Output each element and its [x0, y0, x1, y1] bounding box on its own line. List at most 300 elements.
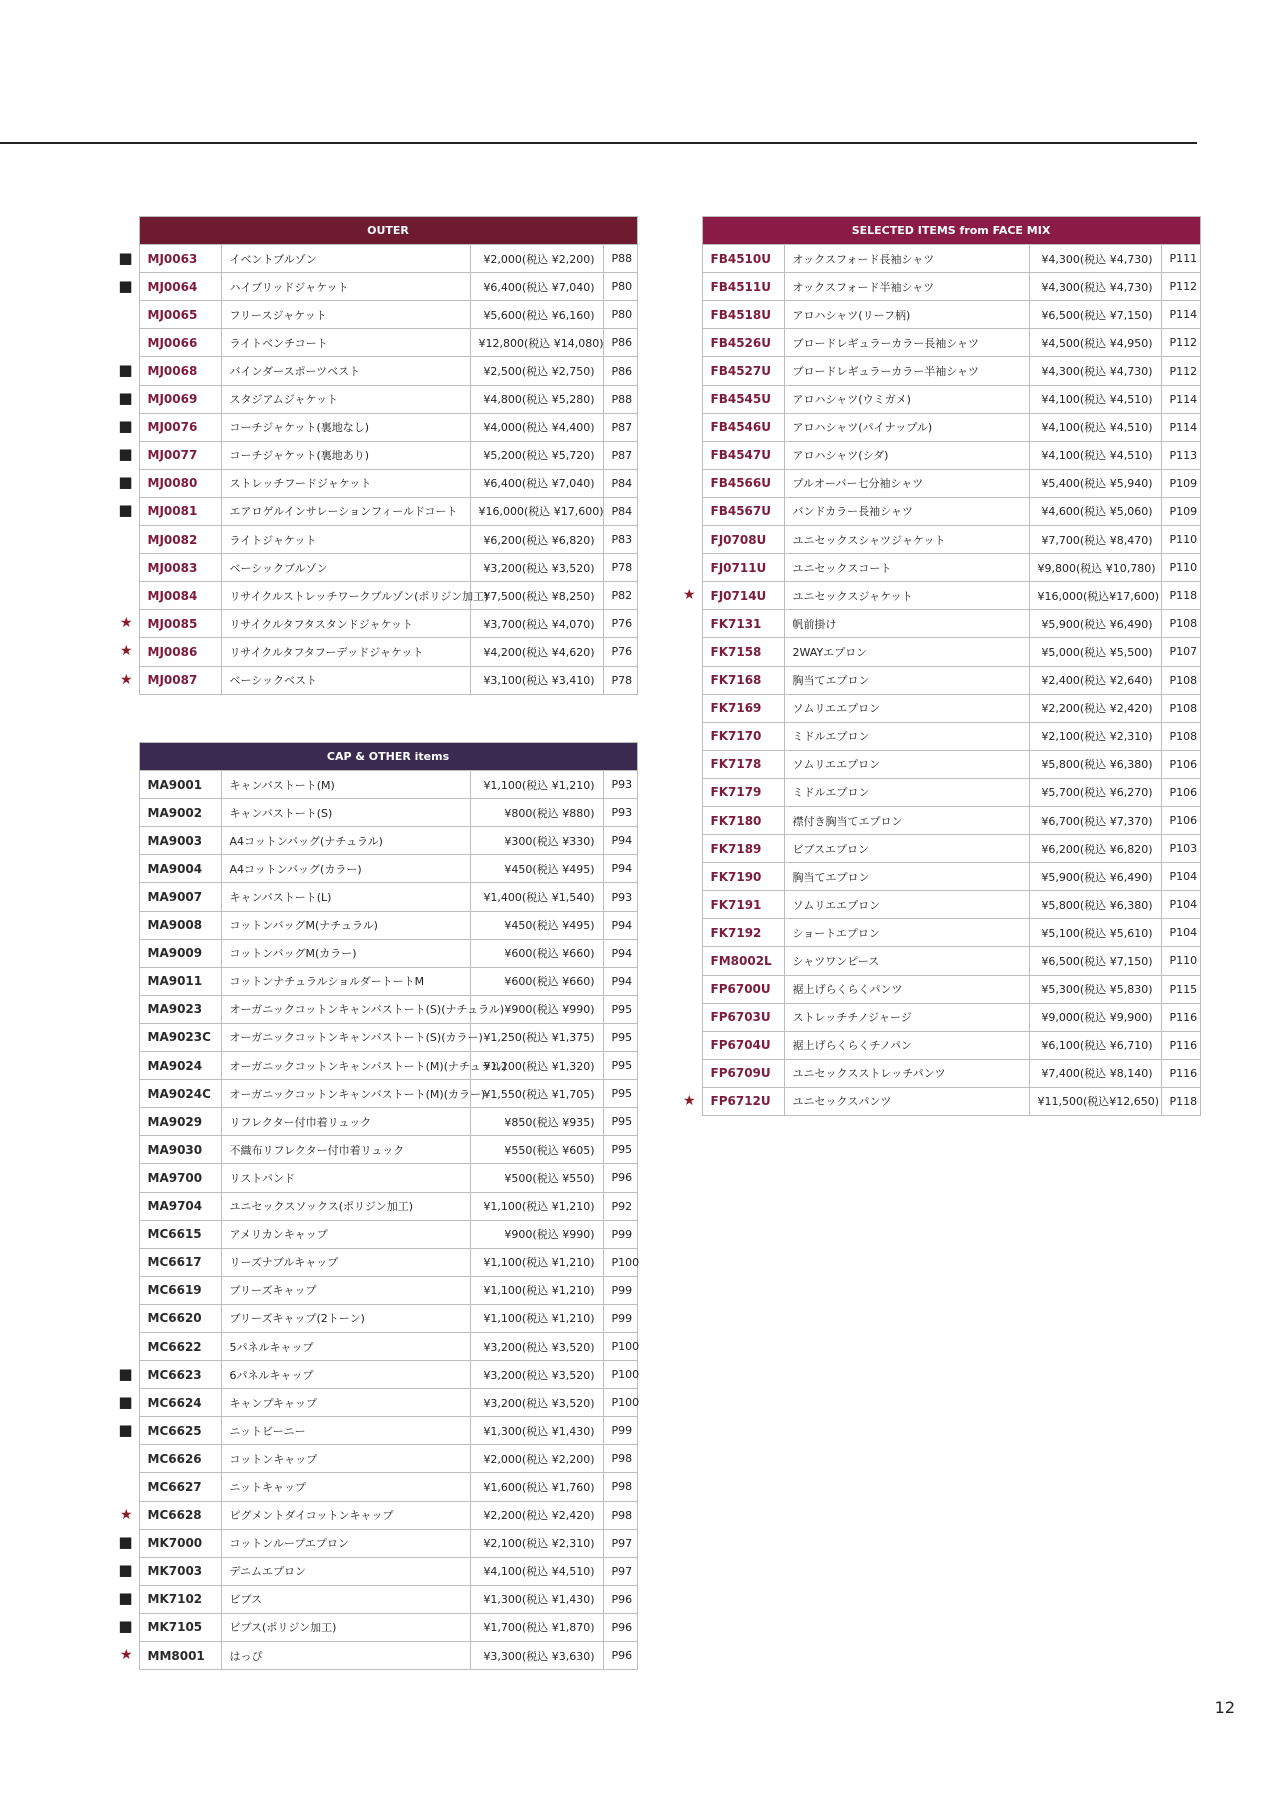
row-marker — [117, 441, 139, 469]
table-row — [117, 1642, 637, 1670]
row-marker — [117, 1557, 139, 1585]
product-price: ¥2,200(税込 ¥2,420) — [470, 1501, 603, 1529]
table-row — [117, 273, 637, 301]
product-code: FB4546U — [702, 413, 784, 441]
product-name: ソムリエエプロン — [784, 694, 1029, 722]
row-marker — [117, 1164, 139, 1192]
product-code: FK7192 — [702, 919, 784, 947]
table-row — [680, 582, 1200, 610]
row-marker — [680, 469, 702, 497]
product-price: ¥3,100(税込 ¥3,410) — [470, 666, 603, 694]
product-name: 6パネルキャップ — [221, 1361, 470, 1389]
product-price: ¥3,200(税込 ¥3,520) — [470, 554, 603, 582]
product-name: オーガニックコットンキャンバストート(M)(カラー) — [221, 1080, 470, 1108]
product-code: FK7179 — [702, 778, 784, 806]
catalog-page: P95 — [603, 1080, 637, 1108]
product-price: ¥4,100(税込 ¥4,510) — [1029, 441, 1161, 469]
product-code: MJ0076 — [139, 413, 221, 441]
row-marker — [680, 582, 702, 610]
product-code: MM8001 — [139, 1642, 221, 1670]
row-marker — [680, 385, 702, 413]
catalog-page: P108 — [1161, 666, 1200, 694]
product-price: ¥4,200(税込 ¥4,620) — [470, 638, 603, 666]
product-code: MJ0068 — [139, 357, 221, 385]
product-code: FP6700U — [702, 975, 784, 1003]
catalog-page: P76 — [603, 610, 637, 638]
catalog-page: P76 — [603, 638, 637, 666]
row-marker — [117, 1023, 139, 1051]
product-code: MK7102 — [139, 1585, 221, 1613]
product-name: コットンバッグM(ナチュラル) — [221, 911, 470, 939]
catalog-page: P107 — [1161, 638, 1200, 666]
catalog-page: P110 — [1161, 554, 1200, 582]
catalog-page: P88 — [603, 245, 637, 273]
table-row — [680, 947, 1200, 975]
product-price: ¥5,200(税込 ¥5,720) — [470, 441, 603, 469]
product-price: ¥7,400(税込 ¥8,140) — [1029, 1059, 1161, 1087]
catalog-page: P116 — [1161, 1059, 1200, 1087]
table-row — [680, 891, 1200, 919]
catalog-page: P115 — [1161, 975, 1200, 1003]
catalog-page: P100 — [603, 1248, 637, 1276]
product-name: コットンループエプロン — [221, 1529, 470, 1557]
product-code: MA9029 — [139, 1108, 221, 1136]
table-row — [680, 610, 1200, 638]
row-marker — [680, 806, 702, 834]
table-row — [680, 666, 1200, 694]
catalog-page: P93 — [603, 799, 637, 827]
table-row — [117, 1220, 637, 1248]
product-name: オックスフォード長袖シャツ — [784, 245, 1029, 273]
table-row — [117, 855, 637, 883]
row-marker — [117, 554, 139, 582]
table-row — [680, 245, 1200, 273]
catalog-page: P86 — [603, 329, 637, 357]
product-code: MA9004 — [139, 855, 221, 883]
product-price: ¥6,500(税込 ¥7,150) — [1029, 301, 1161, 329]
product-code: MJ0083 — [139, 554, 221, 582]
row-marker — [680, 554, 702, 582]
row-marker — [680, 1059, 702, 1087]
row-marker — [117, 939, 139, 967]
row-marker — [680, 778, 702, 806]
product-price: ¥2,500(税込 ¥2,750) — [470, 357, 603, 385]
product-name: ユニセックスストレッチパンツ — [784, 1059, 1029, 1087]
row-marker — [117, 1304, 139, 1332]
table-row — [117, 1052, 637, 1080]
row-marker — [117, 610, 139, 638]
table-row — [680, 806, 1200, 834]
product-price: ¥3,300(税込 ¥3,630) — [470, 1642, 603, 1670]
square-icon: ■ — [118, 276, 133, 295]
product-name: ベーシックブルゾン — [221, 554, 470, 582]
star-icon: ★ — [119, 1506, 133, 1523]
product-price: ¥4,600(税込 ¥5,060) — [1029, 497, 1161, 525]
product-price: ¥2,000(税込 ¥2,200) — [470, 1445, 603, 1473]
square-icon: ■ — [118, 1392, 133, 1411]
table-row — [117, 582, 637, 610]
product-code: FK7131 — [702, 610, 784, 638]
catalog-page: P86 — [603, 357, 637, 385]
product-price: ¥1,250(税込 ¥1,375) — [470, 1023, 603, 1051]
square-icon: ■ — [118, 1533, 133, 1552]
catalog-page: P92 — [603, 1192, 637, 1220]
product-name: フリースジャケット — [221, 301, 470, 329]
row-marker — [680, 1003, 702, 1031]
product-price: ¥5,900(税込 ¥6,490) — [1029, 610, 1161, 638]
product-code: FB4547U — [702, 441, 784, 469]
catalog-page: P87 — [603, 441, 637, 469]
product-name: アロハシャツ(シダ) — [784, 441, 1029, 469]
product-price: ¥1,100(税込 ¥1,210) — [470, 1248, 603, 1276]
row-marker — [117, 638, 139, 666]
row-marker — [117, 413, 139, 441]
catalog-page: P96 — [603, 1642, 637, 1670]
catalog-page: P99 — [603, 1304, 637, 1332]
product-name: ストレッチチノジャージ — [784, 1003, 1029, 1031]
catalog-page: P103 — [1161, 835, 1200, 863]
product-code: MJ0086 — [139, 638, 221, 666]
product-name: はっぴ — [221, 1642, 470, 1670]
square-icon: ■ — [118, 445, 133, 464]
product-price: ¥3,200(税込 ¥3,520) — [470, 1332, 603, 1360]
catalog-page: P84 — [603, 497, 637, 525]
product-code: MA9023 — [139, 995, 221, 1023]
product-name: ユニセックスシャツジャケット — [784, 526, 1029, 554]
table-row — [680, 301, 1200, 329]
product-price: ¥5,800(税込 ¥6,380) — [1029, 750, 1161, 778]
product-price: ¥900(税込 ¥990) — [470, 995, 603, 1023]
product-code: MC6615 — [139, 1220, 221, 1248]
product-name: ソムリエエプロン — [784, 891, 1029, 919]
row-marker — [117, 1389, 139, 1417]
product-name: リストバンド — [221, 1164, 470, 1192]
row-marker — [680, 413, 702, 441]
table-row — [117, 497, 637, 525]
catalog-page: P94 — [603, 911, 637, 939]
catalog-page: P99 — [603, 1417, 637, 1445]
product-name: オーガニックコットンキャンバストート(S)(カラー) — [221, 1023, 470, 1051]
catalog-page: P78 — [603, 554, 637, 582]
table-row — [117, 413, 637, 441]
catalog-page: P98 — [603, 1445, 637, 1473]
product-name: ブロードレギュラーカラー長袖シャツ — [784, 329, 1029, 357]
product-name: キャンバストート(M) — [221, 771, 470, 799]
product-code: FK7170 — [702, 722, 784, 750]
row-marker — [117, 301, 139, 329]
product-code: MC6617 — [139, 1248, 221, 1276]
table-row — [680, 1087, 1200, 1115]
product-name: スタジアムジャケット — [221, 385, 470, 413]
product-code: FB4526U — [702, 329, 784, 357]
outer-table — [117, 216, 638, 695]
catalog-page: P95 — [603, 1136, 637, 1164]
product-name: ハイブリッドジャケット — [221, 273, 470, 301]
table-row — [117, 610, 637, 638]
table-row — [117, 1164, 637, 1192]
product-price: ¥4,300(税込 ¥4,730) — [1029, 245, 1161, 273]
star-icon: ★ — [682, 587, 696, 604]
row-marker — [117, 526, 139, 554]
row-marker — [680, 666, 702, 694]
product-code: FJ0714U — [702, 582, 784, 610]
product-price: ¥600(税込 ¥660) — [470, 939, 603, 967]
row-marker — [680, 638, 702, 666]
product-price: ¥500(税込 ¥550) — [470, 1164, 603, 1192]
product-price: ¥4,100(税込 ¥4,510) — [470, 1557, 603, 1585]
product-name: 不織布リフレクター付巾着リュック — [221, 1136, 470, 1164]
product-code: FK7178 — [702, 750, 784, 778]
catalog-page: P113 — [1161, 441, 1200, 469]
product-name: オックスフォード半袖シャツ — [784, 273, 1029, 301]
table-row — [680, 975, 1200, 1003]
product-code: MJ0065 — [139, 301, 221, 329]
table-row — [117, 638, 637, 666]
product-price: ¥550(税込 ¥605) — [470, 1136, 603, 1164]
star-icon: ★ — [682, 1092, 696, 1109]
catalog-page: P84 — [603, 469, 637, 497]
table-row — [117, 1557, 637, 1585]
product-price: ¥600(税込 ¥660) — [470, 967, 603, 995]
table-row — [117, 1248, 637, 1276]
table-row — [680, 1003, 1200, 1031]
product-price: ¥16,000(税込 ¥17,600) — [470, 497, 603, 525]
product-code: FK7168 — [702, 666, 784, 694]
product-name: ブリーズキャップ — [221, 1276, 470, 1304]
product-code: MC6628 — [139, 1501, 221, 1529]
row-marker — [680, 947, 702, 975]
product-code: FB4545U — [702, 385, 784, 413]
product-code: FK7191 — [702, 891, 784, 919]
table-row — [117, 967, 637, 995]
product-code: MC6626 — [139, 1445, 221, 1473]
row-marker — [680, 1031, 702, 1059]
catalog-page: P80 — [603, 301, 637, 329]
catalog-page: P106 — [1161, 778, 1200, 806]
catalog-page: P96 — [603, 1164, 637, 1192]
product-name: プルオーバー七分袖シャツ — [784, 469, 1029, 497]
table-row — [117, 245, 637, 273]
row-marker — [117, 1613, 139, 1641]
product-code: MJ0085 — [139, 610, 221, 638]
row-marker — [117, 1276, 139, 1304]
product-code: MA9001 — [139, 771, 221, 799]
product-price: ¥1,400(税込 ¥1,540) — [470, 883, 603, 911]
square-icon: ■ — [118, 417, 133, 436]
row-marker — [117, 1585, 139, 1613]
product-price: ¥3,200(税込 ¥3,520) — [470, 1389, 603, 1417]
product-name: アメリカンキャップ — [221, 1220, 470, 1248]
face-mix-title: SELECTED ITEMS from FACE MIX — [702, 217, 1200, 245]
product-price: ¥7,700(税込 ¥8,470) — [1029, 526, 1161, 554]
product-price: ¥9,000(税込 ¥9,900) — [1029, 1003, 1161, 1031]
catalog-page: P108 — [1161, 694, 1200, 722]
product-price: ¥1,550(税込 ¥1,705) — [470, 1080, 603, 1108]
catalog-page: P118 — [1161, 582, 1200, 610]
table-row — [117, 526, 637, 554]
product-price: ¥6,700(税込 ¥7,370) — [1029, 806, 1161, 834]
product-price: ¥2,000(税込 ¥2,200) — [470, 245, 603, 273]
catalog-page: P104 — [1161, 891, 1200, 919]
table-row — [117, 385, 637, 413]
product-code: FB4567U — [702, 497, 784, 525]
product-code: MJ0064 — [139, 273, 221, 301]
catalog-page: P106 — [1161, 750, 1200, 778]
product-code: MC6625 — [139, 1417, 221, 1445]
square-icon: ■ — [118, 473, 133, 492]
table-row — [117, 1529, 637, 1557]
product-price: ¥16,000(税込¥17,600) — [1029, 582, 1161, 610]
table-row — [117, 357, 637, 385]
product-name: 裾上げらくらくパンツ — [784, 975, 1029, 1003]
product-name: ベーシックベスト — [221, 666, 470, 694]
product-code: MC6620 — [139, 1304, 221, 1332]
product-name: ビブスエプロン — [784, 835, 1029, 863]
table-row — [117, 1445, 637, 1473]
product-price: ¥4,000(税込 ¥4,400) — [470, 413, 603, 441]
catalog-page: P95 — [603, 995, 637, 1023]
product-code: FK7169 — [702, 694, 784, 722]
product-code: MJ0080 — [139, 469, 221, 497]
table-row — [117, 1585, 637, 1613]
product-price: ¥12,800(税込 ¥14,080) — [470, 329, 603, 357]
product-code: MA9008 — [139, 911, 221, 939]
table-row — [117, 939, 637, 967]
row-marker — [680, 975, 702, 1003]
catalog-page: P97 — [603, 1557, 637, 1585]
square-icon: ■ — [118, 1589, 133, 1608]
row-marker — [680, 891, 702, 919]
product-price: ¥5,700(税込 ¥6,270) — [1029, 778, 1161, 806]
row-marker — [117, 1445, 139, 1473]
catalog-page: P114 — [1161, 385, 1200, 413]
product-price: ¥5,000(税込 ¥5,500) — [1029, 638, 1161, 666]
product-code: MA9024 — [139, 1052, 221, 1080]
catalog-page: P100 — [603, 1389, 637, 1417]
catalog-page: P78 — [603, 666, 637, 694]
row-marker — [680, 694, 702, 722]
product-name: ソムリエエプロン — [784, 750, 1029, 778]
row-marker — [117, 883, 139, 911]
product-price: ¥5,800(税込 ¥6,380) — [1029, 891, 1161, 919]
product-price: ¥6,400(税込 ¥7,040) — [470, 469, 603, 497]
catalog-page: P106 — [1161, 806, 1200, 834]
row-marker — [117, 666, 139, 694]
product-price: ¥1,100(税込 ¥1,210) — [470, 771, 603, 799]
product-name: ビブス — [221, 1585, 470, 1613]
product-code: FJ0708U — [702, 526, 784, 554]
table-row — [117, 771, 637, 799]
product-price: ¥11,500(税込¥12,650) — [1029, 1087, 1161, 1115]
product-name: キャンプキャップ — [221, 1389, 470, 1417]
product-code: MJ0066 — [139, 329, 221, 357]
table-row — [680, 441, 1200, 469]
row-marker — [117, 385, 139, 413]
table-row — [680, 385, 1200, 413]
row-marker — [117, 1220, 139, 1248]
product-code: MJ0084 — [139, 582, 221, 610]
product-code: MK7000 — [139, 1529, 221, 1557]
product-code: MC6627 — [139, 1473, 221, 1501]
row-marker — [117, 1108, 139, 1136]
row-marker — [680, 863, 702, 891]
product-code: MJ0087 — [139, 666, 221, 694]
product-code: MA9700 — [139, 1164, 221, 1192]
product-name: 5パネルキャップ — [221, 1332, 470, 1360]
table-row — [680, 778, 1200, 806]
row-marker — [117, 1332, 139, 1360]
star-icon: ★ — [119, 643, 133, 660]
product-price: ¥1,100(税込 ¥1,210) — [470, 1304, 603, 1332]
catalog-page: P110 — [1161, 947, 1200, 975]
product-name: バインダースポーツベスト — [221, 357, 470, 385]
cap-other-table — [117, 742, 638, 1670]
product-code: MK7003 — [139, 1557, 221, 1585]
row-marker — [117, 1529, 139, 1557]
catalog-page: P96 — [603, 1585, 637, 1613]
catalog-page: P111 — [1161, 245, 1200, 273]
product-code: MJ0069 — [139, 385, 221, 413]
row-marker — [117, 771, 139, 799]
table-row — [117, 1276, 637, 1304]
catalog-page: P93 — [603, 771, 637, 799]
product-code: FB4527U — [702, 357, 784, 385]
row-marker — [117, 1473, 139, 1501]
product-name: リサイクルタフタフーデッドジャケット — [221, 638, 470, 666]
product-price: ¥5,600(税込 ¥6,160) — [470, 301, 603, 329]
row-marker — [117, 911, 139, 939]
table-row — [680, 329, 1200, 357]
product-price: ¥1,100(税込 ¥1,210) — [470, 1276, 603, 1304]
catalog-page: P116 — [1161, 1031, 1200, 1059]
product-code: FJ0711U — [702, 554, 784, 582]
catalog-page: P80 — [603, 273, 637, 301]
row-marker — [117, 582, 139, 610]
product-code: FK7158 — [702, 638, 784, 666]
product-code: MJ0081 — [139, 497, 221, 525]
product-name: アロハシャツ(パイナップル) — [784, 413, 1029, 441]
catalog-page: P110 — [1161, 526, 1200, 554]
product-price: ¥3,200(税込 ¥3,520) — [470, 1361, 603, 1389]
product-price: ¥4,100(税込 ¥4,510) — [1029, 385, 1161, 413]
product-code: FK7190 — [702, 863, 784, 891]
table-row — [117, 1361, 637, 1389]
product-code: MA9009 — [139, 939, 221, 967]
table-row — [117, 827, 637, 855]
catalog-page: P104 — [1161, 919, 1200, 947]
row-marker — [117, 469, 139, 497]
product-price: ¥800(税込 ¥880) — [470, 799, 603, 827]
product-code: MC6623 — [139, 1361, 221, 1389]
product-price: ¥2,100(税込 ¥2,310) — [1029, 722, 1161, 750]
product-price: ¥2,100(税込 ¥2,310) — [470, 1529, 603, 1557]
product-name: イベントブルゾン — [221, 245, 470, 273]
row-marker — [680, 835, 702, 863]
product-name: コットンキャップ — [221, 1445, 470, 1473]
table-row — [117, 554, 637, 582]
product-price: ¥1,100(税込 ¥1,210) — [470, 1192, 603, 1220]
product-price: ¥1,200(税込 ¥1,320) — [470, 1052, 603, 1080]
product-name: 襟付き胸当てエプロン — [784, 806, 1029, 834]
catalog-page: P108 — [1161, 722, 1200, 750]
product-price: ¥6,200(税込 ¥6,820) — [1029, 835, 1161, 863]
product-code: MA9002 — [139, 799, 221, 827]
table-row — [117, 1417, 637, 1445]
product-name: デニムエプロン — [221, 1557, 470, 1585]
product-code: MC6624 — [139, 1389, 221, 1417]
catalog-page: P87 — [603, 413, 637, 441]
catalog-page: P112 — [1161, 329, 1200, 357]
